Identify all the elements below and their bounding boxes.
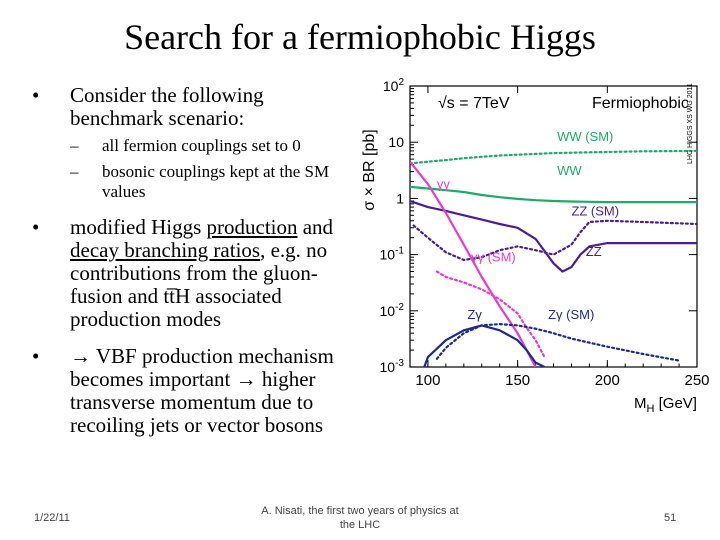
bullet-dot: •: [32, 215, 40, 239]
bullet-dot: •: [32, 344, 40, 368]
cross-section-chart: [352, 72, 714, 422]
footer-date: 1/22/11: [34, 512, 70, 524]
x-tick-label: 200: [594, 372, 620, 389]
underlined-production: production: [206, 215, 298, 239]
y-tick-label: $10^{-3}$: [379, 358, 404, 375]
footer-note: [240, 504, 480, 532]
series-label: Zγ (SM): [548, 306, 595, 322]
footer-note-line2: the LHC: [339, 519, 381, 531]
model-label: Fermiophobic: [592, 95, 689, 112]
footer-note-line1: A. Nisati, the first two years of physics at: [261, 505, 459, 517]
series-z: [424, 325, 544, 367]
bullet-vbf: [32, 345, 362, 437]
bullet-text-post: higher transverse momentum due to recoiling jets or vector bosons: [70, 367, 324, 437]
x-tick-label: 150: [505, 372, 531, 389]
sub-bullet-dash: –: [70, 136, 79, 155]
series-label: γγ (SM): [470, 249, 516, 265]
sub-bullet-bosonic: [70, 162, 362, 202]
series-label: Zγ: [467, 306, 482, 322]
watermark-label: LHC HIGGS XS WG 2011: [687, 83, 694, 164]
bullet-benchmark: [32, 84, 362, 202]
bullet-text-pre: modified Higgs: [70, 215, 207, 239]
series-label: WW (SM): [557, 129, 614, 145]
bullet-list: [32, 84, 362, 451]
arrow-icon: →: [70, 344, 91, 368]
x-axis-label: $M_H$ [GeV]: [634, 395, 697, 415]
bullet-text: Consider the following benchmark scenario:: [70, 83, 264, 130]
bullet-dot: •: [32, 83, 40, 107]
arrow-icon: →: [235, 367, 257, 391]
sub-bullet-dash: –: [70, 162, 79, 181]
series-label: WW: [557, 163, 582, 179]
bullet-text-pre: VBF production mechanism becomes important: [70, 344, 334, 391]
energy-label: √s = 7TeV: [438, 95, 510, 112]
y-tick-label: $10^{-2}$: [379, 301, 404, 319]
y-tick-label: 1: [396, 190, 404, 207]
y-tick-label: 10: [388, 134, 404, 151]
x-tick-label: 250: [684, 372, 710, 389]
series-z-sm: [437, 324, 679, 361]
y-tick-label: $10^2$: [382, 77, 404, 94]
series-zz-sm: [414, 221, 697, 260]
y-axis-label: σ × BR [pb]: [361, 129, 378, 211]
series-ww: [410, 187, 697, 202]
series-zz: [410, 201, 697, 272]
series-ww-sm: [410, 151, 697, 164]
sub-bullet-fermion: [70, 136, 362, 156]
series-label: ZZ (SM): [571, 203, 620, 219]
footer-page-number: 51: [664, 512, 677, 524]
sub-bullet-text: all fermion couplings set to 0: [102, 136, 301, 155]
y-tick-label: $10^{-1}$: [379, 245, 404, 263]
series-label: γγ: [436, 176, 450, 192]
bullet-text-mid: and: [297, 215, 334, 239]
slide-title: Search for a fermiophobic Higgs: [124, 17, 596, 57]
sub-bullet-text: bosonic couplings kept at the SM values: [102, 162, 330, 201]
x-tick-label: 100: [415, 372, 441, 389]
series--sm: [437, 272, 545, 358]
bullet-modified-higgs: [32, 216, 362, 331]
bullet-text-post: , e.g. no contributions from the gluon-fusion and tt̅H associated production modes: [70, 238, 328, 331]
underlined-decay-br: decay branching ratios: [70, 238, 261, 262]
series-label: ZZ: [585, 243, 602, 259]
